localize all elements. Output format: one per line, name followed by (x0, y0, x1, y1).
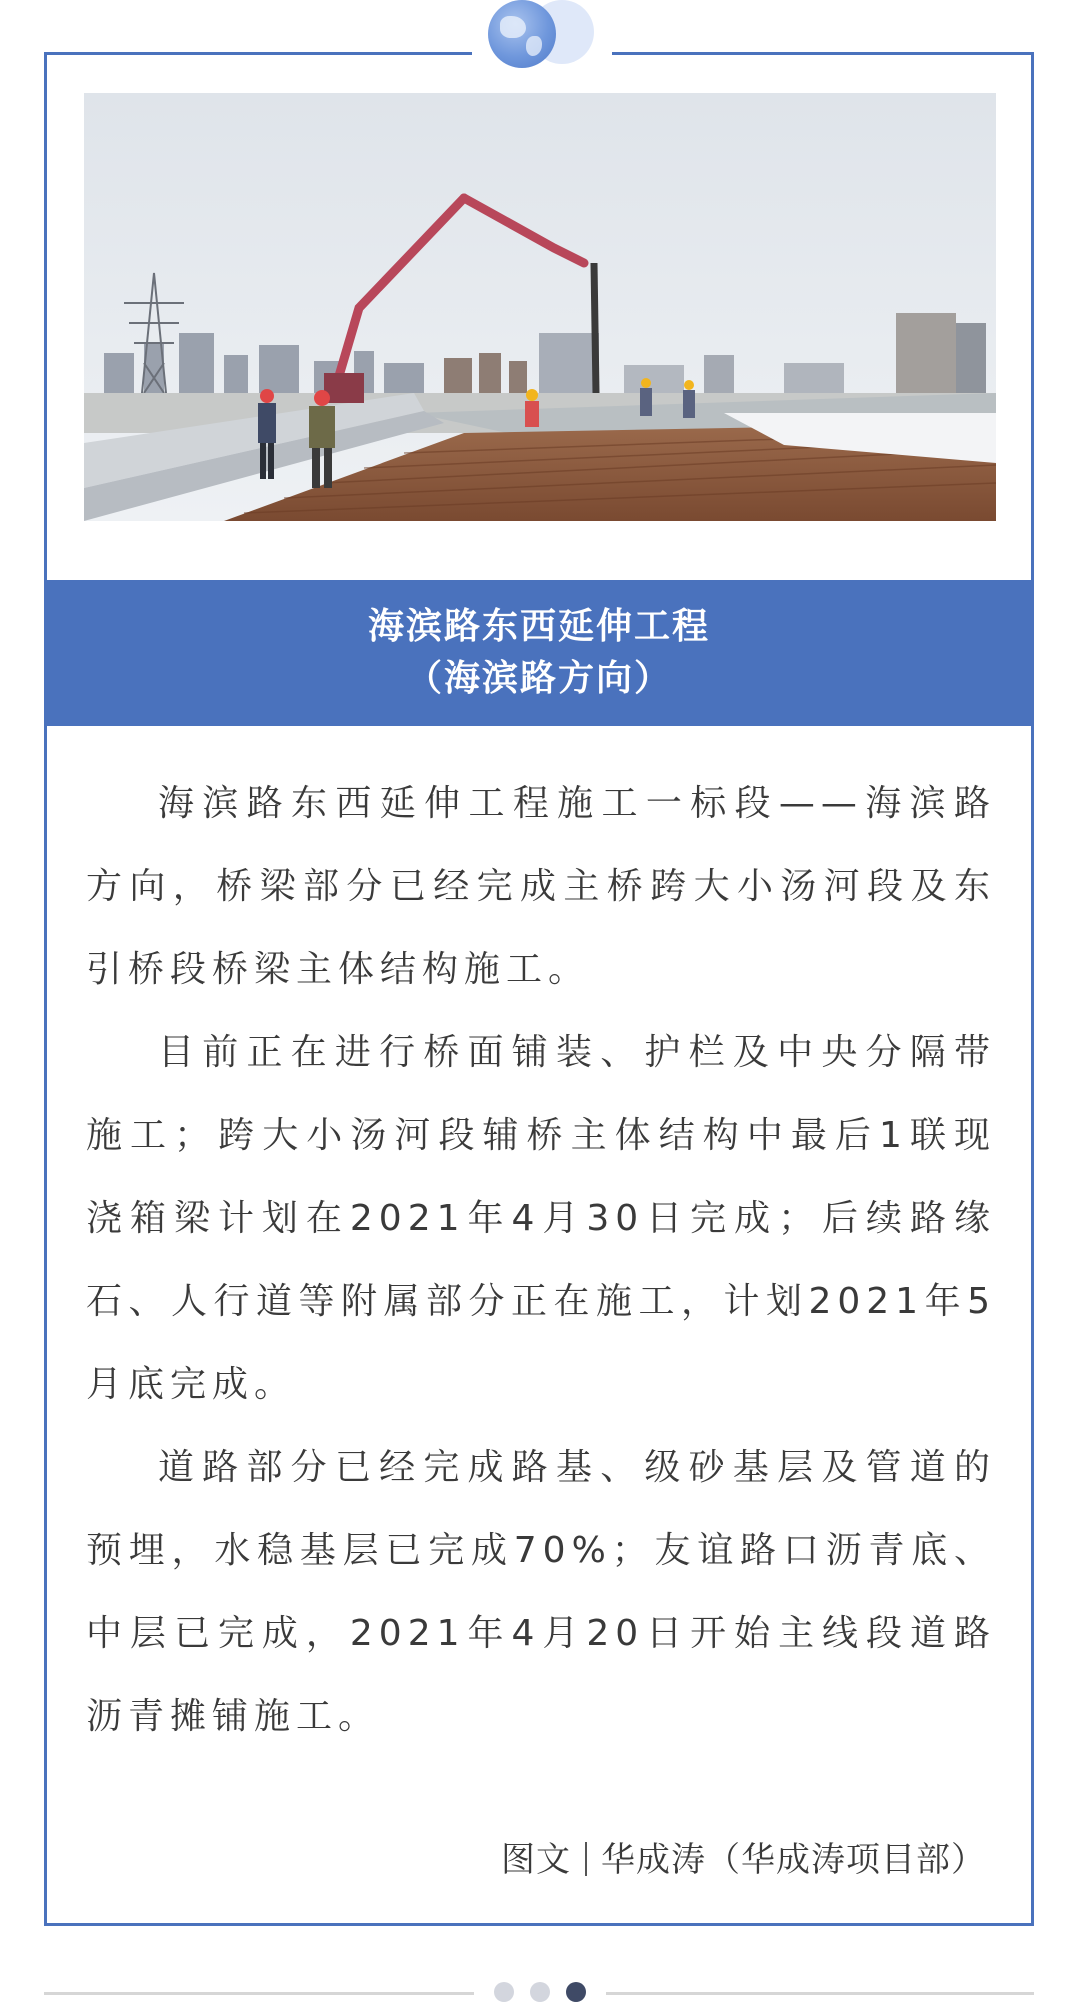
article-paragraph: 道路部分已经完成路基、级砂基层及管道的预埋，水稳基层已完成70%；友谊路口沥青底、中层已完成，2021年4月20日开始主线段道路沥青摊铺施工。 (86, 1447, 996, 1737)
article-title (44, 580, 1034, 726)
construction-photo (84, 93, 996, 521)
credit-separator (585, 1842, 587, 1876)
article-body (86, 762, 996, 1758)
credit-label: 图文 (501, 1840, 571, 1880)
divider-right (606, 1992, 1034, 1995)
pager-dot[interactable] (530, 1982, 550, 2002)
pager-dot[interactable] (494, 1982, 514, 2002)
article-paragraph: 海滨路东西延伸工程施工一标段——海滨路方向，桥梁部分已经完成主桥跨大小汤河段及东引桥段桥梁主体结构施工。 (86, 783, 996, 990)
article-paragraph: 目前正在进行桥面铺装、护栏及中央分隔带施工；跨大小汤河段辅桥主体结构中最后1联现浇箱梁计划在2021年4月30日完成；后续路缘石、人行道等附属部分正在施工，计划2021年5月底完成。 (86, 1032, 996, 1405)
credit-text: 华成涛（华成涛项目部） (601, 1840, 986, 1880)
article-title-line2: （海滨路方向） (405, 658, 672, 699)
credit-line (501, 1832, 986, 1881)
pager-dot-active[interactable] (566, 1982, 586, 2002)
divider-left (44, 1992, 474, 1995)
globe-icon (472, 0, 612, 76)
article-title-line1: 海滨路东西延伸工程 (367, 606, 710, 647)
